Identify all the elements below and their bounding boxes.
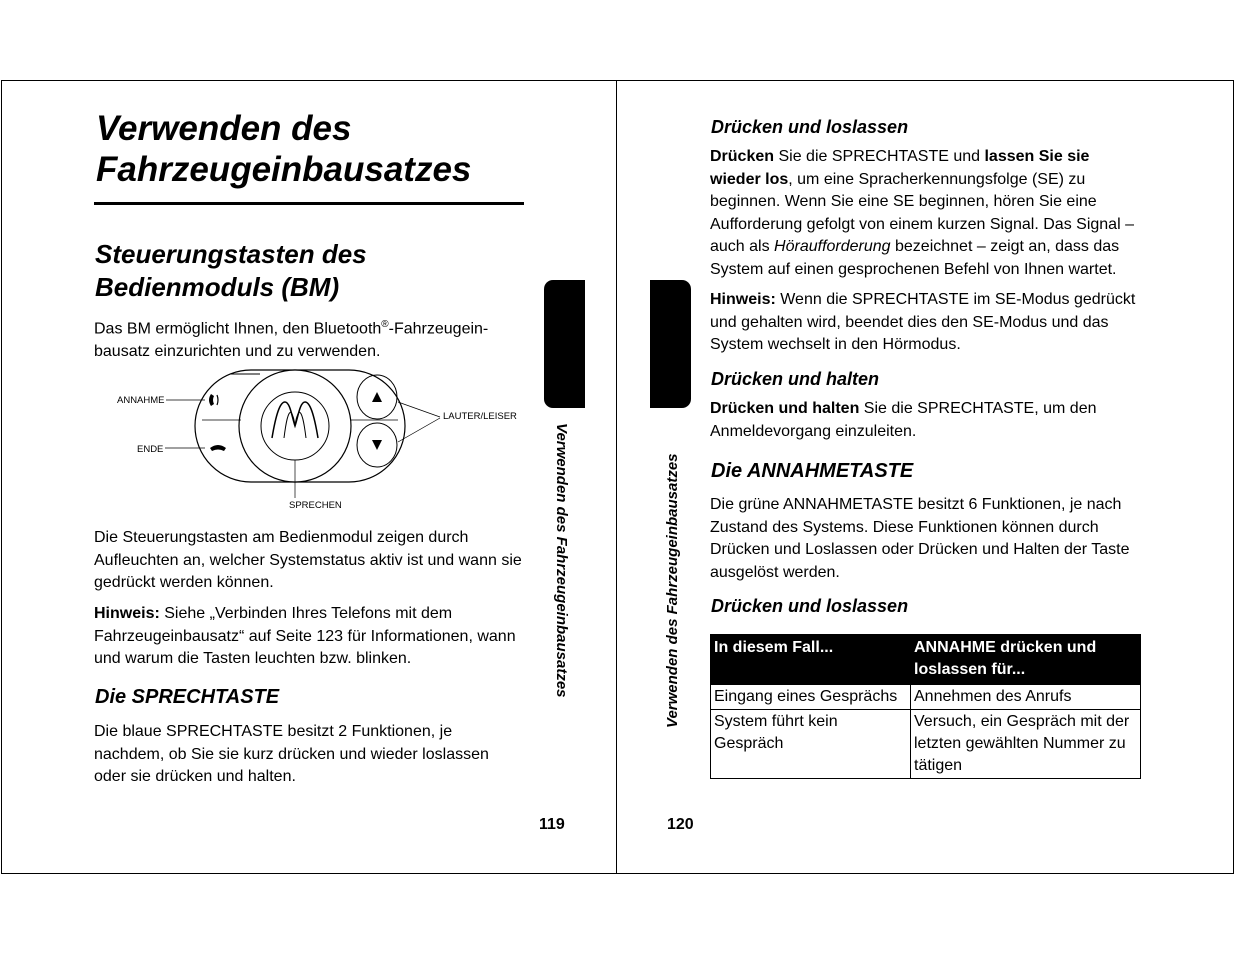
hint-text-left: Siehe „Verbinden Ihres Telefons mit dem Fahrzeugeinbausatz“ auf Seite 123 für Informationen, wann und warum die Tasten leuchten bzw. blinken.: [94, 605, 516, 667]
label-annahme: ANNAHME: [117, 395, 165, 406]
page-title-line1: Verwenden des: [96, 109, 352, 148]
registered-mark: ®: [381, 319, 389, 330]
intro-paragraph: [94, 314, 534, 363]
hint-label-right: Hinweis:: [710, 291, 776, 308]
section-title-line1: Steuerungstasten des: [95, 239, 367, 269]
label-sprechen: SPRECHEN: [289, 500, 342, 511]
section-annahmetaste: Die ANNAHMETASTE: [711, 460, 914, 482]
intro-text-b: -Fahrzeugein-: [388, 320, 489, 338]
section-sprechtaste: Die SPRECHTASTE: [95, 686, 280, 708]
section-title-controls: [95, 238, 535, 304]
table-cell-action: Annehmen des Anrufs: [911, 685, 1141, 710]
label-lauter-leiser: LAUTER/LEISER: [443, 411, 517, 422]
press-hold-paragraph: [710, 398, 1140, 443]
table-cell-case: System führt kein Gespräch: [711, 710, 911, 779]
table-row: [711, 710, 1141, 779]
pr-text-2: , um eine Spracherkennungsfolge (SE) zu beginnen. Wenn Sie eine SE beginnen, hören Sie eine Aufforderung gefolgt von einem kurzen Signal. Das Signal – auch als: [710, 170, 1134, 255]
table-header-case: In diesem Fall...: [711, 635, 911, 685]
ph-text: Sie die SPRECHTASTE, um den Anmeldevorgang einzuleiten.: [710, 400, 1097, 440]
section-title-line2: Bedienmoduls (BM): [95, 272, 340, 302]
status-paragraph: Die Steuerungstasten am Bedienmodul zeigen durch Aufleuchten an, welcher Systemstatus aktiv ist und wann sie gedrückt werden können.: [94, 529, 522, 591]
hint-label-left: Hinweis:: [94, 605, 160, 622]
table-header-action: ANNAHME drücken und loslassen für...: [911, 635, 1141, 685]
sprechtaste-paragraph: Die blaue SPRECHTASTE besitzt 2 Funktionen, je nachdem, ob Sie sie kurz drücken und wieder loslassen oder sie drücken und halten.: [94, 723, 489, 785]
label-ende: ENDE: [137, 444, 164, 455]
hint-paragraph-right: [710, 289, 1140, 357]
page-number-right: 120: [667, 816, 694, 833]
intro-text-c: bausatz: [94, 342, 151, 360]
page-number-left: 119: [539, 816, 565, 833]
page-title: [96, 108, 536, 190]
intro-text-d: einzurichten und zu verwenden.: [150, 342, 381, 360]
side-label-right: [664, 423, 684, 728]
hint-text-right: Wenn die SPRECHTASTE im SE-Modus gedrückt und gehalten wird, beendet dies den SE-Modus und das System wechselt in den Hörmodus.: [710, 291, 1136, 353]
title-rule: [94, 202, 524, 205]
press-release-paragraph: [710, 146, 1140, 281]
page-divider: [616, 80, 617, 874]
heading-press-release-2: Drücken und loslassen: [711, 596, 909, 616]
function-table: [710, 634, 1141, 779]
table-cell-case: Eingang eines Gesprächs: [711, 685, 911, 710]
table-row: [711, 685, 1141, 710]
side-label-left: Verwenden des Fahrzeugeinbausatzes: [553, 423, 570, 698]
chapter-tab-right: [650, 280, 691, 408]
ph-bold: Drücken und halten: [710, 400, 860, 417]
heading-press-hold: Drücken und halten: [711, 369, 880, 389]
pr-italic-hoeraufforderung: Höraufforderung: [774, 238, 891, 255]
pr-bold-druecken: Drücken: [710, 148, 775, 165]
pr-text-3: bezeichnet – zeigt an, dass das System auf einen gesprochenen Befehl von Ihnen wartet.: [710, 238, 1120, 278]
hint-paragraph-left: [94, 603, 524, 671]
intro-bluetooth: Bluetooth: [313, 320, 382, 338]
table-cell-action: Versuch, ein Gespräch mit der letzten gewählten Nummer zu tätigen: [911, 710, 1141, 779]
heading-press-release: Drücken und loslassen: [711, 117, 909, 137]
pr-bold-lassen: lassen Sie sie wieder los: [710, 148, 1090, 188]
annahme-paragraph: Die grüne ANNAHMETASTE besitzt 6 Funktionen, je nach Zustand des Systems. Diese Funktionen können durch Drücken und Loslassen oder Drücken und Halten der Taste ausgelöst werden.: [710, 496, 1130, 581]
chapter-tab-left: [544, 280, 585, 408]
table-header-row: [711, 635, 1141, 685]
pr-text-1: Sie die SPRECHTASTE und: [774, 148, 985, 165]
control-module-diagram: [110, 362, 530, 517]
page-title-line2: Fahrzeugeinbausatzes: [96, 150, 472, 189]
intro-text-a: Das BM ermöglicht Ihnen, den: [94, 320, 314, 338]
side-label-right-text: Verwenden des Fahrzeugeinbausatzes: [664, 453, 681, 728]
